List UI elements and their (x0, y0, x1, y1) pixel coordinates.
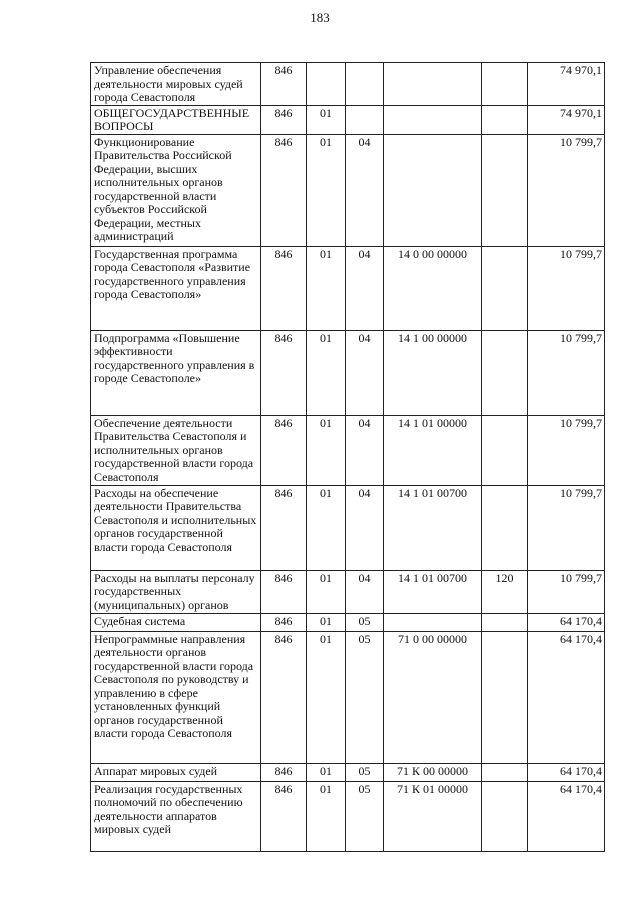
section-code: 01 (307, 613, 346, 631)
expense-type-code (482, 134, 528, 246)
section-code: 01 (307, 631, 346, 763)
subsection-code: 05 (346, 781, 384, 851)
target-article-code: 14 1 01 00700 (384, 570, 482, 613)
row-name: Реализация государственных полномочий по обеспечению деятельности аппаратов мировых судей (91, 781, 261, 851)
target-article-code: 14 1 01 00700 (384, 485, 482, 570)
table-row (91, 134, 605, 246)
section-code: 01 (307, 246, 346, 330)
target-article-code: 71 К 01 00000 (384, 781, 482, 851)
row-name: Функционирование Правительства Российской Федерации, высших исполнительных органов государственной власти субъектов Российской Федерации, местных администраций (91, 134, 261, 246)
expense-type-code (482, 63, 528, 106)
ministry-code: 846 (261, 613, 307, 631)
table-row (91, 631, 605, 763)
expense-type-code (482, 781, 528, 851)
subsection-code: 04 (346, 415, 384, 485)
ministry-code: 846 (261, 781, 307, 851)
amount: 10 799,7 (528, 330, 605, 415)
row-name: ОБЩЕГОСУДАРСТВЕННЫЕ ВОПРОСЫ (91, 105, 261, 134)
target-article-code (384, 105, 482, 134)
target-article-code: 71 К 00 00000 (384, 763, 482, 781)
amount: 10 799,7 (528, 415, 605, 485)
expense-type-code (482, 613, 528, 631)
section-code: 01 (307, 485, 346, 570)
table-row (91, 246, 605, 330)
target-article-code: 14 0 00 00000 (384, 246, 482, 330)
ministry-code: 846 (261, 134, 307, 246)
subsection-code: 04 (346, 330, 384, 415)
table-row (91, 105, 605, 134)
table-row (91, 415, 605, 485)
ministry-code: 846 (261, 570, 307, 613)
expense-type-code (482, 105, 528, 134)
amount: 64 170,4 (528, 781, 605, 851)
section-code: 01 (307, 134, 346, 246)
subsection-code: 04 (346, 134, 384, 246)
subsection-code (346, 105, 384, 134)
row-name: Судебная система (91, 613, 261, 631)
amount: 64 170,4 (528, 613, 605, 631)
row-name: Подпрограмма «Повышение эффективности государственного управления в городе Севастополе» (91, 330, 261, 415)
expense-type-code (482, 246, 528, 330)
row-name: Государственная программа города Севастополя «Развитие государственного управления города Севастополя» (91, 246, 261, 330)
row-name: Аппарат мировых судей (91, 763, 261, 781)
target-article-code (384, 134, 482, 246)
amount: 74 970,1 (528, 105, 605, 134)
subsection-code: 05 (346, 631, 384, 763)
section-code (307, 63, 346, 106)
ministry-code: 846 (261, 485, 307, 570)
subsection-code: 04 (346, 485, 384, 570)
page-number: 183 (310, 10, 330, 25)
table-row (91, 781, 605, 851)
amount: 10 799,7 (528, 246, 605, 330)
expense-type-code (482, 763, 528, 781)
expense-type-code (482, 485, 528, 570)
expense-type-code (482, 631, 528, 763)
row-name: Расходы на выплаты персоналу государственных (муниципальных) органов (91, 570, 261, 613)
ministry-code: 846 (261, 415, 307, 485)
row-name: Непрограммные направления деятельности органов государственной власти города Севастополя по руководству и управлению в сфере установленных функций органов государственной власти города Севастополя (91, 631, 261, 763)
target-article-code: 14 1 01 00000 (384, 415, 482, 485)
target-article-code (384, 63, 482, 106)
ministry-code: 846 (261, 63, 307, 106)
table-row (91, 63, 605, 106)
ministry-code: 846 (261, 246, 307, 330)
section-code: 01 (307, 781, 346, 851)
subsection-code: 04 (346, 246, 384, 330)
table-row (91, 330, 605, 415)
target-article-code: 14 1 00 00000 (384, 330, 482, 415)
expense-type-code: 120 (482, 570, 528, 613)
target-article-code (384, 613, 482, 631)
section-code: 01 (307, 330, 346, 415)
row-name: Расходы на обеспечение деятельности Правительства Севастополя и исполнительных органов государственной власти города Севастополя (91, 485, 261, 570)
ministry-code: 846 (261, 763, 307, 781)
ministry-code: 846 (261, 330, 307, 415)
row-name: Управление обеспечения деятельности мировых судей города Севастополя (91, 63, 261, 106)
ministry-code: 846 (261, 631, 307, 763)
amount: 10 799,7 (528, 570, 605, 613)
subsection-code: 05 (346, 763, 384, 781)
amount: 10 799,7 (528, 134, 605, 246)
amount: 64 170,4 (528, 631, 605, 763)
table-row (91, 613, 605, 631)
expense-type-code (482, 415, 528, 485)
subsection-code: 05 (346, 613, 384, 631)
section-code: 01 (307, 415, 346, 485)
expense-type-code (482, 330, 528, 415)
section-code: 01 (307, 105, 346, 134)
table-row (91, 485, 605, 570)
target-article-code: 71 0 00 00000 (384, 631, 482, 763)
table-row (91, 763, 605, 781)
row-name: Обеспечение деятельности Правительства Севастополя и исполнительных органов государственной власти города Севастополя (91, 415, 261, 485)
amount: 74 970,1 (528, 63, 605, 106)
amount: 64 170,4 (528, 763, 605, 781)
section-code: 01 (307, 763, 346, 781)
budget-table (90, 62, 605, 852)
table-row (91, 570, 605, 613)
ministry-code: 846 (261, 105, 307, 134)
amount: 10 799,7 (528, 485, 605, 570)
subsection-code (346, 63, 384, 106)
subsection-code: 04 (346, 570, 384, 613)
section-code: 01 (307, 570, 346, 613)
